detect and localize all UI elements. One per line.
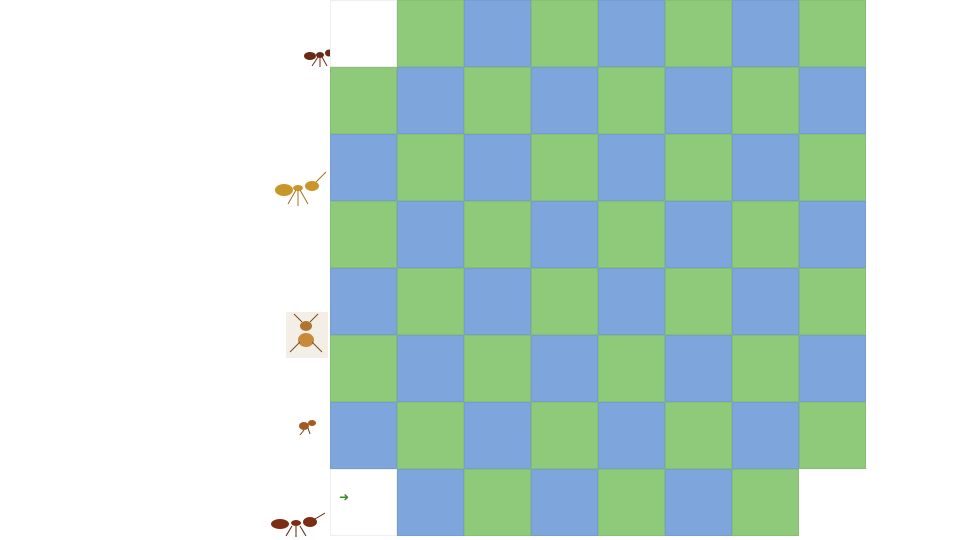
rules-list [30,56,280,64]
board-square [531,201,598,268]
board-square [531,134,598,201]
board-square [330,268,397,335]
board-square [464,268,531,335]
board-square [464,134,531,201]
board-square [464,469,531,536]
ant-illustration-4 [296,412,320,436]
board-square [598,0,665,67]
ant-illustration-5 [268,510,328,538]
board-square [799,268,866,335]
board-square [397,67,464,134]
board-square [397,469,464,536]
board-square [732,134,799,201]
board-square [665,0,732,67]
board-square [531,402,598,469]
board-square [531,335,598,402]
board-square [732,0,799,67]
finish-label [339,490,349,504]
board-square [397,201,464,268]
board-square [330,67,397,134]
board-square [598,67,665,134]
board-square [397,134,464,201]
board-square [397,268,464,335]
finish-square [330,469,397,536]
board-square [330,402,397,469]
board-square [464,0,531,67]
board-square [799,402,866,469]
board-square [464,201,531,268]
board-square [665,402,732,469]
board-square [665,201,732,268]
board-square [799,134,866,201]
board-square [598,469,665,536]
board-square [397,402,464,469]
board-square [397,0,464,67]
ant-illustration-2 [270,168,330,208]
board-square [665,67,732,134]
board-square [598,335,665,402]
board-square [598,268,665,335]
board-square [665,335,732,402]
board-square [732,402,799,469]
piat-logo [814,482,862,534]
board-square [665,268,732,335]
rules-panel [0,0,330,540]
board-square [799,335,866,402]
board-square [732,335,799,402]
board-square [732,268,799,335]
board-square [464,67,531,134]
board-square [330,335,397,402]
board-square [330,134,397,201]
game-board [330,0,930,540]
board-square [799,0,866,67]
board-square [397,335,464,402]
board-square [330,201,397,268]
arrow-right-icon: ➜ [339,490,350,504]
board-square [732,67,799,134]
board-square [531,268,598,335]
board-square [531,469,598,536]
ant-illustration-3 [286,312,328,358]
board-square [799,67,866,134]
board-square [464,335,531,402]
board-square [799,201,866,268]
board-square [598,134,665,201]
board-square [665,134,732,201]
board-square [531,67,598,134]
board-square [665,469,732,536]
board-square [531,0,598,67]
board-square [732,469,799,536]
board-square [732,201,799,268]
start-square [330,0,397,67]
board-square [464,402,531,469]
board-square [598,201,665,268]
board-square [598,402,665,469]
